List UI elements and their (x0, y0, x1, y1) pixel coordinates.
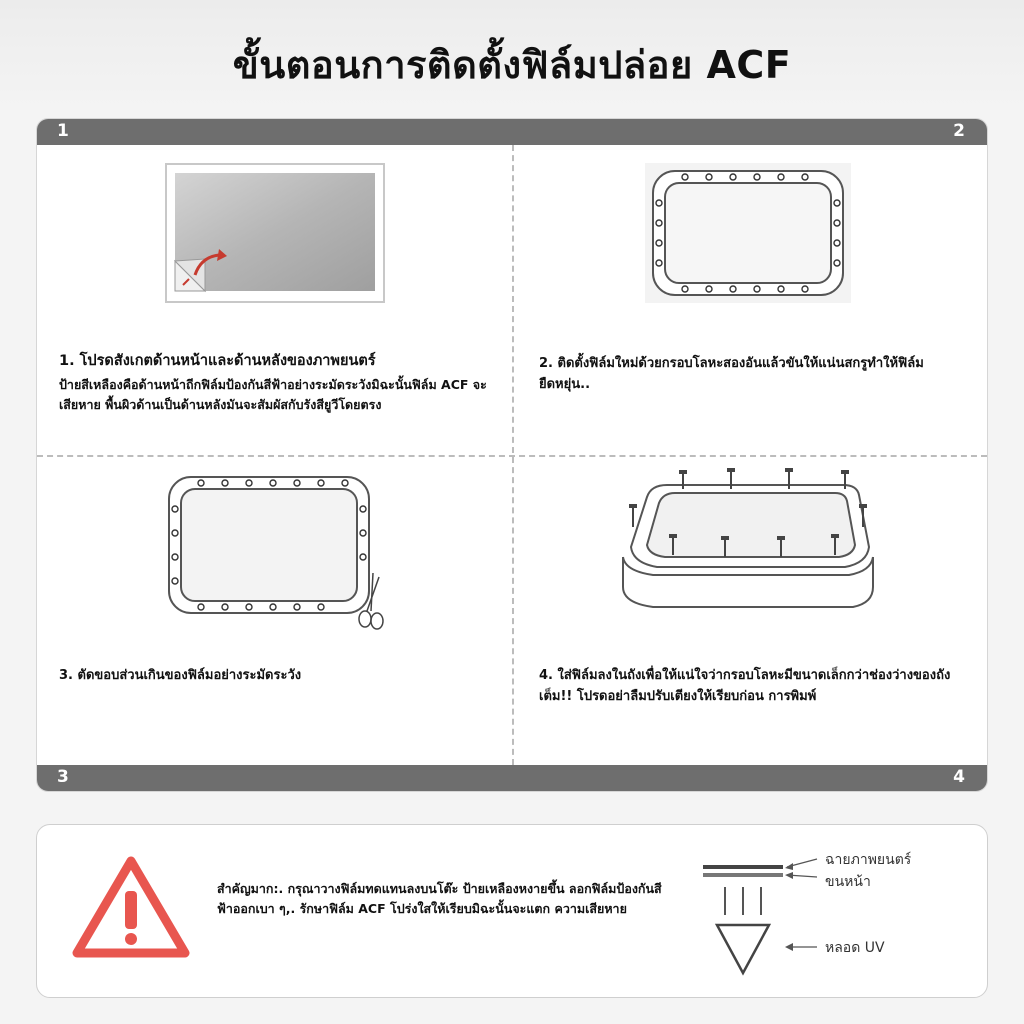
step-number-1: 1 (57, 121, 69, 141)
step-number-2: 2 (953, 121, 965, 141)
front-label: ขนหน้า (825, 874, 871, 890)
step-number-3: 3 (57, 767, 69, 787)
film-label: ฉายภาพยนตร์ (825, 852, 912, 868)
step2-title: 2. ติดตั้งฟิล์มใหม่ด้วยกรอบโลหะสองอันแล้วขันให้แน่นสกรูทำให้ฟิล์มยืดหยุ่น.. (539, 356, 924, 392)
step-number-4: 4 (953, 767, 965, 787)
page-title: ขั้นตอนการติดตั้งฟิล์มปล่อย ACF (232, 43, 792, 87)
horizontal-divider (37, 455, 987, 457)
warning-notice (36, 824, 988, 998)
step1-film-illustration (165, 163, 385, 303)
step4-title: 4. ใส่ฟิล์มลงในถังเพื่อให้แน่ใจว่ากรอบโลหะมีขนาดเล็กกว่าช่องว่างของถัง เต็ม!! โปรดอย่าลืมปรับเตียงให้เรียบก่อน การพิมพ์ (539, 668, 951, 704)
warning-triangle-icon (71, 855, 191, 959)
uv-lamp-label: หลอด UV (825, 940, 885, 956)
step3-cut-illustration (161, 469, 387, 635)
step1-title: 1. โปรดสังเกตด้านหน้าและด้านหลังของภาพยนตร์ (59, 353, 376, 369)
step2-frame-illustration (645, 163, 851, 303)
step4-tank-illustration (613, 467, 883, 617)
notice-text: สำคัญมาก:. กรุณาวางฟิล์มทดแทนลงบนโต๊ะ ป้ายเหลืองหงายขึ้น ลอกฟิล์มป้องกันสีฟ้าออกเบา ๆ,. รักษาฟิล์ม ACF โปร่งใสให้เรียบมิฉะนั้นจะแตก ความเสียหาย (217, 881, 662, 916)
top-bar (37, 119, 987, 145)
bottom-bar (37, 765, 987, 791)
step1-body: ป้ายสีเหลืองคือด้านหน้าถีกฟิล์มป้องกันสีฟ้าอย่างระมัดระวังมิฉะนั้นฟิล์ม ACF จะเสียหาย พื้นผิวด้านเป็นด้านหลังมันจะสัมผัสกับรังสียูวีโดยตรง (59, 377, 487, 412)
steps-panel (36, 118, 988, 792)
step3-title: 3. ตัดขอบส่วนเกินของฟิล์มอย่างระมัดระวัง (59, 668, 302, 683)
